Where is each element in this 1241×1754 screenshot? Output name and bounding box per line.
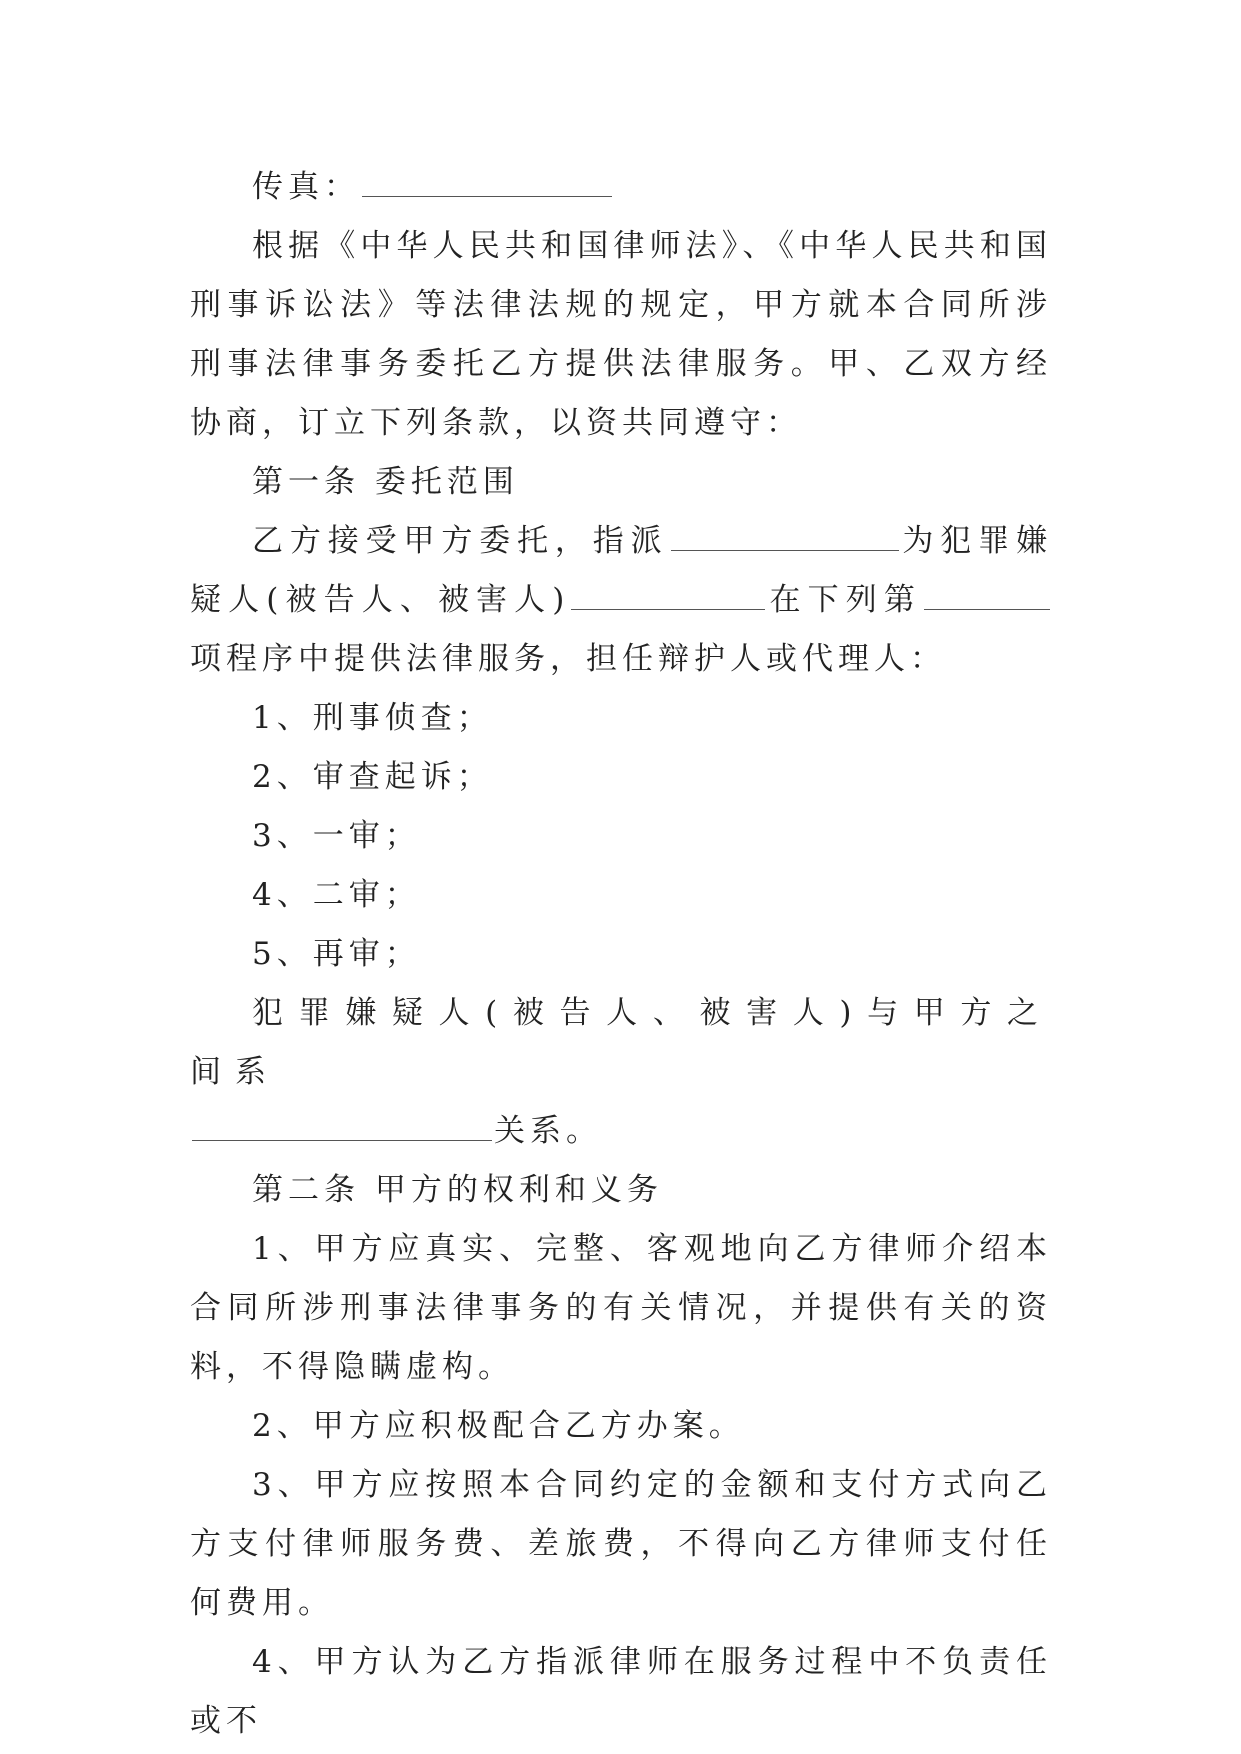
article2-item: 2、甲方应积极配合乙方办案。 bbox=[252, 1408, 745, 1444]
relation-blank bbox=[192, 1112, 492, 1141]
fax-label: 传真： bbox=[252, 169, 360, 205]
relation-line bbox=[190, 984, 1052, 1102]
relation-text-1: 犯罪嫌疑人(被告人、被害人)与甲方之间系 bbox=[190, 995, 1052, 1090]
stage-item: 5、再审； bbox=[252, 936, 421, 972]
clause-text-2: 为犯罪嫌疑人(被告人、被害人) bbox=[190, 523, 1053, 618]
stage-item: 2、审查起诉； bbox=[252, 759, 493, 795]
preamble-paragraph: 根据《中华人民共和国律师法》、《中华人民共和国刑事诉讼法》等法律法规的规定，甲方就本合同所涉刑事法律事务委托乙方提供法律服务。甲、乙双方经协商，订立下列条款，以资共同遵守： bbox=[190, 228, 1052, 441]
contract-body bbox=[190, 158, 1052, 1751]
fax-blank bbox=[362, 168, 612, 197]
article1-title: 第一条 委托范围 bbox=[252, 464, 519, 500]
stage-item: 1、刑事侦查； bbox=[252, 700, 493, 736]
article2-item: 4、甲方认为乙方指派律师在服务过程中不负责任或不 bbox=[190, 1644, 1052, 1739]
article2-item: 1、甲方应真实、完整、客观地向乙方律师介绍本合同所涉刑事法律事务的有关情况，并提供有关的资料，不得隐瞒虚构。 bbox=[190, 1231, 1052, 1385]
lawyer-name-blank bbox=[671, 522, 899, 551]
party-name-blank bbox=[571, 581, 765, 610]
stage-item: 4、二审； bbox=[252, 877, 421, 913]
clause-text-3: 在下列第 bbox=[767, 582, 923, 618]
clause-text-1: 乙方接受甲方委托，指派 bbox=[252, 523, 669, 559]
fax-line bbox=[190, 158, 1052, 217]
article2-item: 3、甲方应按照本合同约定的金额和支付方式向乙方支付律师服务费、差旅费，不得向乙方律师支付任何费用。 bbox=[190, 1467, 1052, 1621]
stage-item: 3、一审； bbox=[252, 818, 421, 854]
article1-clause bbox=[190, 512, 1052, 689]
relation-text-2: 关系。 bbox=[494, 1113, 602, 1149]
stage-number-blank bbox=[924, 581, 1050, 610]
article2-title: 第二条 甲方的权利和义务 bbox=[252, 1172, 663, 1208]
clause-text-4: 项程序中提供法律服务，担任辩护人或代理人： bbox=[190, 641, 946, 677]
relation-line-2 bbox=[190, 1102, 1052, 1161]
